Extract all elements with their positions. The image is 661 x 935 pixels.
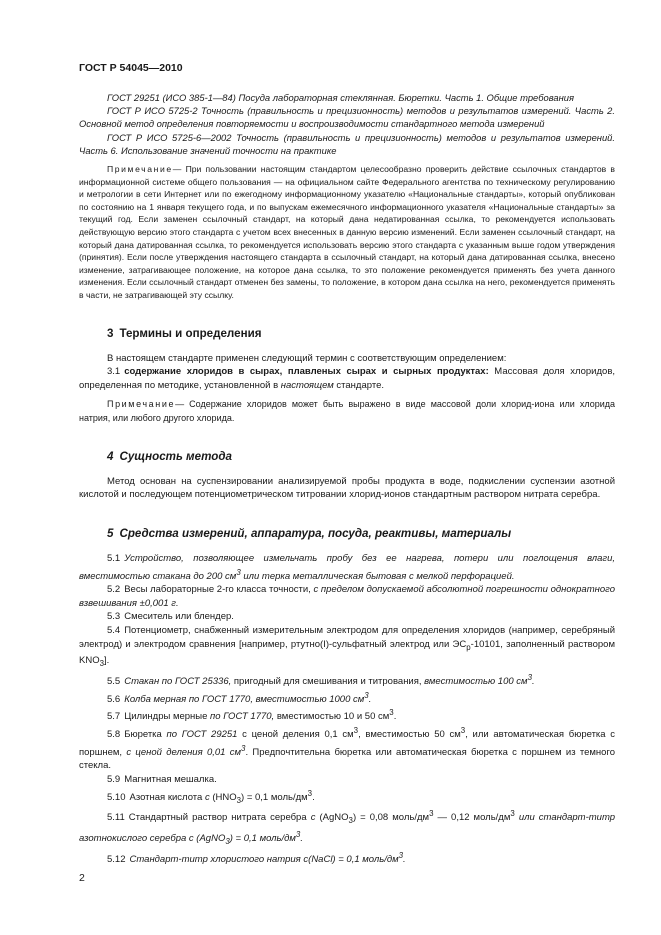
note-label: Примечание [107, 164, 173, 175]
note-chlorides: Примечание— Содержание хлоридов может быть выражено в виде массовой доли хлорид-иона или хлорида натрия, или любого другого хлорида. [79, 399, 615, 423]
section-5-heading: 5 Средства измерений, аппаратура, посуда, реактивы, материалы [107, 526, 512, 540]
item-5-11: 5.11 Стандартный раствор нитрата серебра с (AgNO$_3$) = 0,08 моль/$дм^3$ — 0,12 моль/$дм^3$ или стандарт-титр азотнокислого серебра с (AgNO$_3$) = 0,1 моль/$дм^3$. [79, 809, 616, 846]
section-3-intro: В настоящем стандарте применен следующий термин с соответствующим определением: [107, 352, 507, 364]
item-5-10: 5.10 Азотная кислота с $(HNO_3) = 0,1$ моль/$дм^3$. [107, 788, 315, 805]
note-references [79, 163, 615, 302]
item-5-9: 5.9 Магнитная мешалка. [107, 773, 217, 785]
section-4-text: Метод основан на суспензировании анализируемой пробы продукта в воде, подкислении суспензии азотной кислотой и последующем потенциометрическом титровании хлорид-ионов стандартным раствором нитрата серебра. [79, 475, 615, 501]
item-5-1: 5.1 Устройство, позволяющее измельчать пробу без ее нагрева, потери или поглощения влаги, вместимостью стакана до 200 $см^3$ или терка металлическая бытовая с мелкой перфорацией. [79, 552, 615, 582]
item-5-3: 5.3 Смеситель или блендер. [107, 611, 234, 623]
page-content [79, 91, 615, 866]
section-3-heading: 3 Термины и определения [107, 326, 262, 340]
item-5-6: 5.6 Колба мерная по ГОСТ 1770, вместимостью 1000 $см^3$. [107, 690, 372, 705]
reference-gost-29251: ГОСТ 29251 (ИСО 385-1—84) Посуда лабораторная стеклянная. Бюретки. Часть 1. Общие требования [107, 92, 575, 103]
item-5-12: 5.12 Стандарт-титр хлористого натрия c(NaCl) = 0,1 моль/$дм^3$. [107, 850, 406, 865]
document-header: ГОСТ Р 54045—2010 [79, 62, 183, 74]
section-4-heading: 4 Сущность метода [107, 449, 232, 463]
item-5-7: 5.7 Цилиндры мерные по ГОСТ 1770, вместимостью 10 и 50 $см^3$. [107, 708, 397, 723]
term-3-1: 3.1 содержание хлоридов в сырах, плавленых сырах и сырных продуктах: Массовая доля хлоридов, определенная по методике, установленной в настоящем стандарте. [79, 366, 616, 391]
page-number: 2 [79, 872, 85, 884]
item-5-8: 5.8 Бюретка по ГОСТ 29251 с ценой деления 0,1 $см^3$, вместимостью 50 $см^3$, или автоматическая бюретка с поршнем, с ценой деления 0,01 $см^3$. Предпочтительна бюретка или автоматическая бюретка с поршнем из темного стекла. [79, 725, 616, 772]
note-text: — При пользовании настоящим стандартом целесообразно проверить действие ссылочных стандартов в информационной системе общего пользования — на официальном сайте Федерального агентства по техническому регулированию и метрологии в сети Интернет или по ежегодному информационному указателю «Национальные стандарты», который опубликован по состоянию на 1 января текущего года, и по выпускам ежемесячного информационного указателя «Национальные стандарты» за текущий год. Если заменен ссылочный стандарт, на который дана недатированная ссылка, то рекомендуется использовать действующую версию этого стандарта с учетом всех внесенных в данную версию изменений. Если заменен ссылочный стандарт, на который дана датированная ссылка, то рекомендуется использовать версию этого стандарта с указанным выше годом утверждения (принятия). Если после утверждения настоящего стандарта в ссылочный стандарт, на который дана датированная ссылка, внесено изменение, затрагивающее положение, на которое дана ссылка, то это положение рекомендуется применять без учета данного изменения. Если ссылочный стандарт отменен без замены, то положение, в котором дана ссылка на него, рекомендуется применять в части, не затрагивающей эту ссылку. [79, 164, 615, 300]
reference-gost-iso-5725-6: ГОСТ Р ИСО 5725-6—2002 Точность (правильность и прецизионность) методов и результатов измерений. Часть 6. Использование значений точности на практике [79, 131, 615, 156]
item-5-4: 5.4 Потенциометр, снабженный измерительным электродом для определения хлоридов (например, серебряный электрод) и электродом сравнения [например, ртутно(I)-сульфатный электрод или $ЭС_р-10101$, заполненный раствором $KNO_3$]. [79, 625, 615, 669]
item-5-2: 5.2 Весы лабораторные 2-го класса точности, с пределом допускаемой абсолютной погрешности однократного взвешивания ±0,001 г. [79, 584, 616, 609]
reference-gost-iso-5725-2: ГОСТ Р ИСО 5725-2 Точность (правильность и прецизионность) методов и результатов измерений. Часть 2. Основной метод определения повторяемости и воспроизводимости стандартного метода измерений [79, 105, 615, 130]
item-5-5: 5.5 Стакан по ГОСТ 25336, пригодный для смешивания и титрования, вместимостью 100 $см^3$. [107, 672, 535, 687]
